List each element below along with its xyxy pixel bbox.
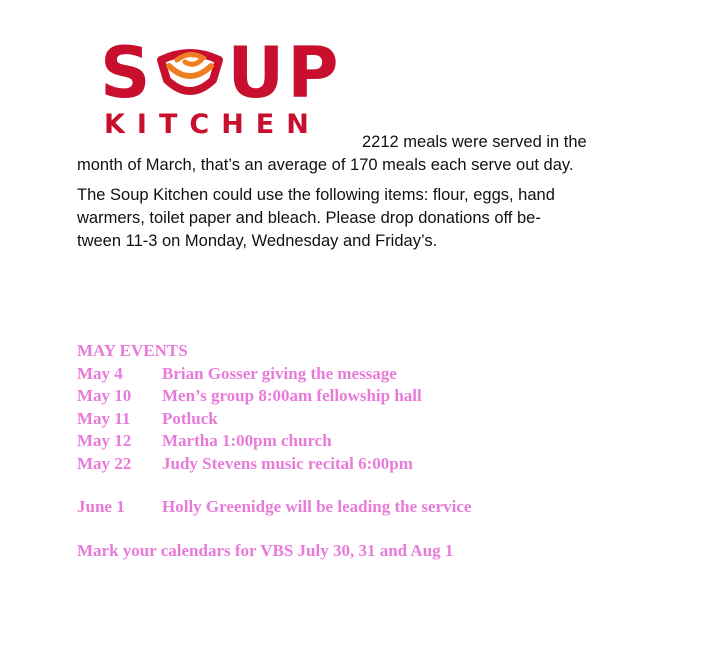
event-row-june [77,496,637,519]
event-text: Men’s group 8:00am fellowship hall [162,386,422,405]
meals-average-line: month of March, that’s an average of 170 meals each serve out day. [77,156,574,174]
event-text: Judy Stevens music recital 6:00pm [162,453,413,473]
vbs-reminder: Mark your calendars for VBS July 30, 31 and Aug 1 [77,540,454,560]
event-row [77,408,637,431]
donations-line: tween 11-3 on Monday, Wednesday and Friday’s. [77,232,438,250]
logo-letters-up: UP [227,32,342,114]
event-row [77,363,637,386]
events-heading: MAY EVENTS [77,341,188,360]
event-text: Brian Gosser giving the message [162,363,397,383]
soup-bowl-icon [155,40,225,106]
logo-word-soup [100,32,342,114]
event-row [77,453,637,476]
event-text: Potluck [162,408,218,428]
event-date: May 12 [77,431,132,450]
event-date: May 10 [77,386,132,405]
event-row [77,385,637,408]
event-date: May 11 [77,408,131,428]
donations-line: warmers, toilet paper and bleach. Please drop donations off be- [77,209,541,227]
event-row [77,430,637,453]
logo-letter-s: S [100,32,154,114]
donations-line: The Soup Kitchen could use the following items: flour, eggs, hand [77,186,555,204]
events-section [77,340,637,562]
event-text: Holly Greenidge will be leading the service [162,497,472,516]
logo-word-kitchen: KITCHEN [104,109,321,140]
event-date: May 4 [77,363,123,383]
event-date: June 1 [77,497,125,516]
event-text: Martha 1:00pm church [162,431,332,450]
meals-served-line: 2212 meals were served in the [362,133,587,151]
soup-kitchen-logo [100,32,350,142]
event-date: May 22 [77,453,132,473]
donations-paragraph [77,184,657,253]
